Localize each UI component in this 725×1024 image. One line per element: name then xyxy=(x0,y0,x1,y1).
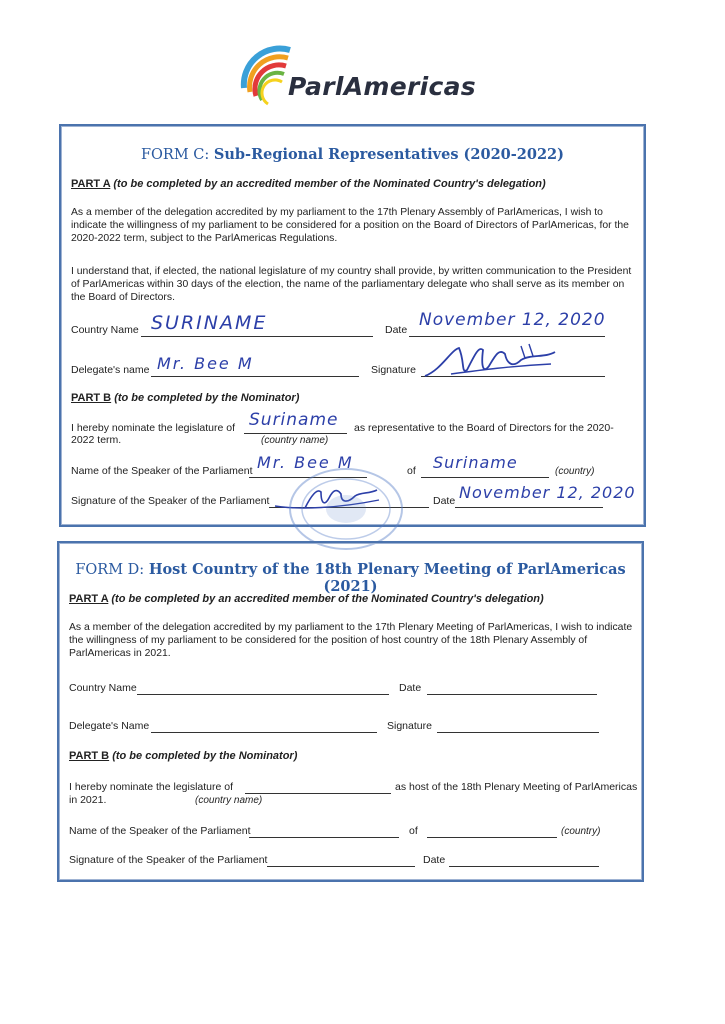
form-c-date-label-2: Date xyxy=(433,495,456,507)
form-d-title: FORM D: Host Country of the 18th Plenary Meeting of ParlAmericas (2021) xyxy=(75,561,626,595)
form-d-speaker-signature-label: Signature of the Speaker of the Parliament xyxy=(69,854,268,866)
form-c-country-name-value[interactable]: SURINAME xyxy=(151,312,268,334)
form-c-country-name-line xyxy=(141,336,373,337)
form-d-country-name-label: Country Name xyxy=(69,682,137,694)
form-c-country-name-hint: (country name) xyxy=(261,435,329,446)
form-d-country-name-input[interactable] xyxy=(137,694,389,695)
form-c-date-line-2 xyxy=(455,507,603,508)
form-d-nominate-suffix: as host of the 18th Plenary Meeting of ParlAmericas xyxy=(395,781,638,793)
form-d-delegate-input[interactable] xyxy=(151,732,377,733)
form-d-speaker-signature-input[interactable] xyxy=(267,866,415,867)
form-c-date-value-2[interactable]: November 12, 2020 xyxy=(459,483,636,502)
form-c-speaker-country-line xyxy=(421,477,549,478)
form-d-signature-input[interactable] xyxy=(437,732,599,733)
form-c-nominate-value[interactable]: Suriname xyxy=(249,410,339,430)
form-d-paragraph-1: As a member of the delegation accredited by my parliament to the 17th Plenary Meeting of ParlAmericas, I wish to indicate the willingness of my parliament to be considered for the position of host country of the 18th Plenary Assembly of ParlAmericas in 2021. xyxy=(69,622,633,659)
form-c-part-b-heading: PART B (to be completed by the Nominator) xyxy=(71,392,300,404)
form-c xyxy=(59,124,646,527)
form-c-of-label: of xyxy=(407,465,416,477)
form-c-delegate-line xyxy=(151,376,359,377)
form-c-nominate-prefix: I hereby nominate the legislature of xyxy=(71,422,236,434)
form-c-date-value[interactable]: November 12, 2020 xyxy=(419,310,606,330)
form-c-speaker-signature-label: Signature of the Speaker of the Parliament xyxy=(71,495,270,507)
form-d-date-label-2: Date xyxy=(423,854,446,866)
form-c-country-name-label: Country Name xyxy=(71,324,139,336)
form-d-part-b-heading: PART B (to be completed by the Nominator) xyxy=(69,750,298,762)
logo-arcs-icon xyxy=(236,44,296,118)
form-c-title: FORM C: Sub-Regional Representatives (2020-2022) xyxy=(140,146,564,163)
form-c-signature-label: Signature xyxy=(371,364,416,376)
form-c-speaker-name-value[interactable]: Mr. Bee M xyxy=(257,453,354,472)
form-d-country-hint: (country) xyxy=(561,826,601,837)
form-d-nominate-line2: in 2021. xyxy=(69,794,107,806)
form-d-speaker-name-label: Name of the Speaker of the Parliament xyxy=(69,825,251,837)
form-c-part-a-heading: PART A (to be completed by an accredited member of the Nominated Country's delegation) xyxy=(71,178,546,190)
form-c-speaker-country-value[interactable]: Suriname xyxy=(433,453,518,472)
form-d xyxy=(57,541,644,882)
form-c-nominate-suffix: as representative to the Board of Directors for the 2020- xyxy=(354,422,614,434)
form-c-date-label: Date xyxy=(385,324,408,336)
form-c-delegate-label: Delegate's name xyxy=(71,364,150,376)
form-c-delegate-signature xyxy=(421,340,561,384)
form-d-date-input[interactable] xyxy=(427,694,597,695)
form-c-paragraph-2: I understand that, if elected, the national legislature of my country shall provide, by written communication to the President of ParlAmericas within 30 days of the election, the name of the parliamentary delegate who shall serve as its member on the Board of Directors. xyxy=(71,266,632,303)
form-c-paragraph-1: As a member of the delegation accredited by my parliament to the 17th Plenary Assembly of ParlAmericas, I wish to indicate the willingness of my parliament to be considered for a position on the Board of Directors of ParlAmericas, for the 2020-2022 term, subject to the ParlAmericas Regulations. xyxy=(71,207,629,244)
form-d-country-name-hint: (country name) xyxy=(195,795,263,806)
form-d-of-label: of xyxy=(409,825,418,837)
form-d-delegate-label: Delegate's Name xyxy=(69,720,150,732)
form-c-nominate-line xyxy=(244,433,347,434)
form-d-speaker-name-input[interactable] xyxy=(249,837,399,838)
form-c-country-hint: (country) xyxy=(555,466,595,477)
form-c-delegate-value[interactable]: Mr. Bee M xyxy=(157,354,254,373)
form-d-date-label: Date xyxy=(399,682,422,694)
parlamericas-logo xyxy=(236,44,496,118)
logo-wordmark: ParlAmericas xyxy=(288,72,476,101)
form-d-part-a-heading: PART A (to be completed by an accredited member of the Nominated Country's delegation) xyxy=(69,593,544,605)
form-d-nominate-input[interactable] xyxy=(245,793,391,794)
parliament-seal-stamp xyxy=(286,457,406,552)
form-d-speaker-country-input[interactable] xyxy=(427,837,557,838)
form-c-date-line xyxy=(409,336,605,337)
form-c-nominate-line2: 2022 term. xyxy=(71,434,122,446)
form-d-signature-label: Signature xyxy=(387,720,432,732)
form-c-speaker-name-label: Name of the Speaker of the Parliament xyxy=(71,465,253,477)
form-d-nominate-prefix: I hereby nominate the legislature of xyxy=(69,781,234,793)
form-d-date-input-2[interactable] xyxy=(449,866,599,867)
